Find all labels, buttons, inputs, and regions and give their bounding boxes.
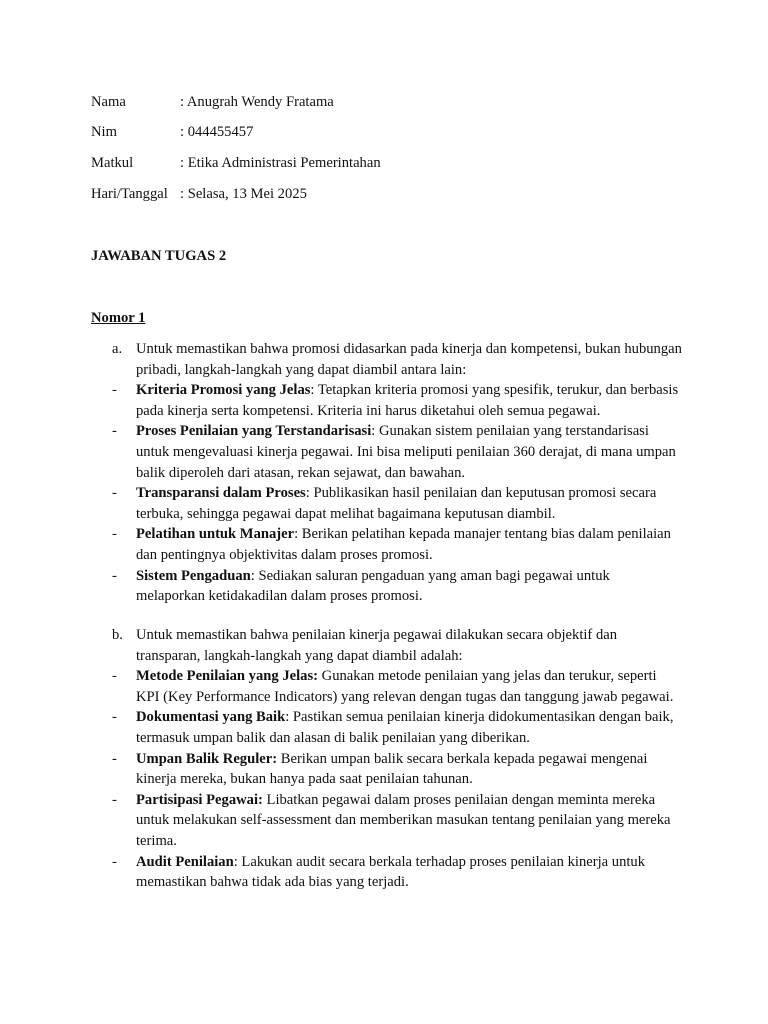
list-item [112,852,682,893]
item-term: Partisipasi Pegawai: [136,791,263,808]
item-term: Transparansi dalam Proses [136,485,306,502]
list-item [112,666,682,707]
header-label: Nim [91,124,117,140]
header-row-matkul [91,153,691,174]
bullet-marker: - [112,791,117,808]
bullet-marker: - [112,423,117,440]
list-marker: b. [112,627,123,643]
item-text: : Sediakan saluran pengaduan yang aman bagi pegawai untuk melaporkan ketidakadilan dalam proses promosi. [136,567,610,605]
bullet-marker: - [112,668,117,685]
header-row-nim [91,122,691,143]
list-item [112,707,682,748]
section-title: Nomor 1 [91,310,146,326]
list-item [112,421,682,483]
intro-text: Untuk memastikan bahwa penilaian kinerja pegawai dilakukan secara objektif dan transparan, langkah-langkah yang dapat diambil adalah: [136,627,618,664]
item-term: Pelatihan untuk Manajer [136,526,295,543]
item-text: : Berikan pelatihan kepada manajer tentang bias dalam penilaian dan pentingnya objektivitas dalam proses promosi. [136,526,671,563]
header-row-tanggal [91,184,691,205]
header-value: : Selasa, 13 Mei 2025 [180,186,307,202]
item-text: : Lakukan audit secara berkala terhadap proses penilaian kinerja untuk memastikan bahwa tidak ada bias yang terjadi. [136,853,646,891]
item-text: : Pastikan semua penilaian kinerja didokumentasikan dengan baik, termasuk umpan balik dan alasan di balik penilaian yang diberikan. [136,709,674,746]
bullet-marker: - [112,485,117,502]
item-text: Gunakan metode penilaian yang jelas dan terukur, seperti KPI (Key Performance Indicators) yang relevan dengan tugas dan tanggung jawab pegawai. [136,668,674,705]
header-value: : Etika Administrasi Pemerintahan [180,155,381,171]
header-label: Hari/Tanggal [91,186,168,202]
item-term: Kriteria Promosi yang Jelas [136,382,311,399]
bullet-marker: - [112,750,117,767]
item-term: Metode Penilaian yang Jelas: [136,668,319,685]
item-term: Audit Penilaian [136,853,234,870]
item-term: Dokumentasi yang Baik [136,709,286,726]
part-a [112,339,682,607]
part-a-intro [112,339,682,380]
header-value: : Anugrah Wendy Fratama [180,94,334,110]
list-item [112,566,682,607]
header-label: Nama [91,94,126,110]
item-text: : Gunakan sistem penilaian yang terstandarisasi untuk mengevaluasi kinerja pegawai. Ini bisa meliputi penilaian 360 derajat, di mana umpan balik diperoleh dari atasan, rekan sejawat, dan bawahan. [136,423,676,481]
list-item [112,790,682,852]
item-term: Umpan Balik Reguler: [136,750,278,767]
item-text: Libatkan pegawai dalam proses penilaian dengan meminta mereka untuk melakukan self-assessment dan memberikan masukan tentang penilaian yang mereka terima. [136,791,671,849]
bullet-marker: - [112,382,117,399]
intro-text: Untuk memastikan bahwa promosi didasarkan pada kinerja dan kompetensi, bukan hubungan pribadi, langkah-langkah yang dapat diambil antara lain: [136,341,682,378]
part-b-intro [112,625,682,666]
header-value: : 044455457 [180,124,254,140]
bullet-marker: - [112,567,117,584]
list-item [112,380,682,421]
part-b [112,625,682,893]
bullet-marker: - [112,526,117,543]
header-row-nama [91,92,691,113]
bullet-marker: - [112,853,117,870]
bullet-marker: - [112,709,117,726]
list-item [112,749,682,790]
item-term: Proses Penilaian yang Terstandarisasi [136,423,372,440]
item-text: Berikan umpan balik secara berkala kepada pegawai mengenai kinerja mereka, bukan hanya pada saat penilaian tahunan. [136,750,648,788]
list-item [112,483,682,524]
document-title: JAWABAN TUGAS 2 [91,248,227,264]
header-label: Matkul [91,155,134,171]
list-marker: a. [112,341,123,357]
item-text: : Publikasikan hasil penilaian dan keputusan promosi secara terbuka, sehingga pegawai dapat melihat bagaimana keputusan diambil. [136,485,657,522]
item-text: : Tetapkan kriteria promosi yang spesifik, terukur, dan berbasis pada kinerja serta kompetensi. Kriteria ini harus diketahui oleh semua pegawai. [136,382,679,419]
item-term: Sistem Pengaduan [136,567,251,584]
list-item [112,524,682,565]
